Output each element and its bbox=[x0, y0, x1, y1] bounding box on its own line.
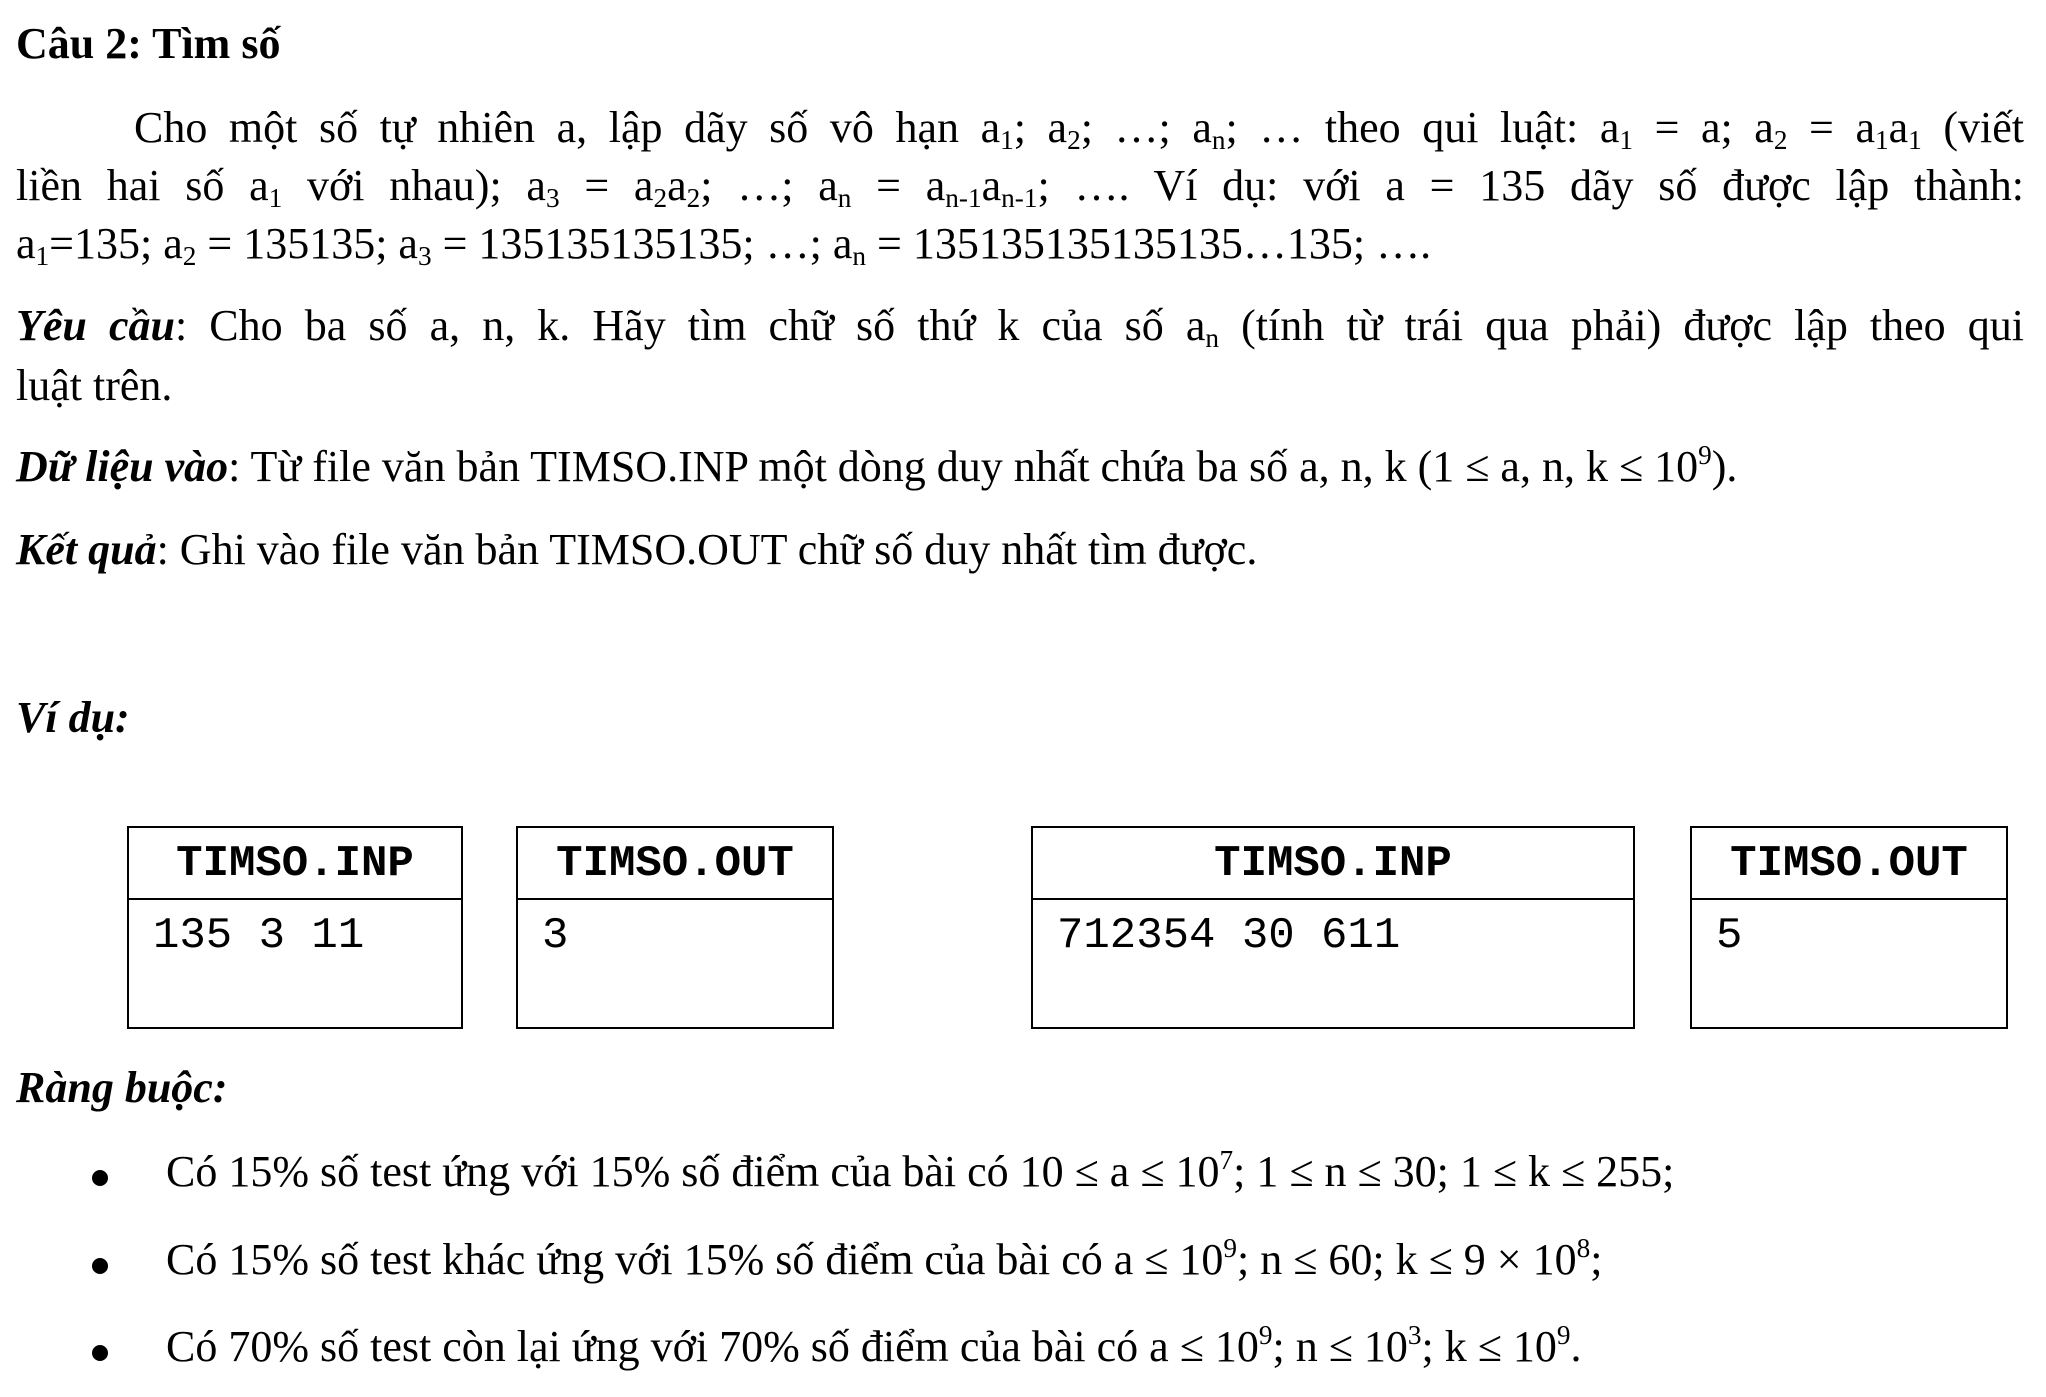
examples-label: Ví dụ: bbox=[16, 693, 130, 742]
input-label: Dữ liệu vào bbox=[16, 442, 229, 491]
example-1-output-box bbox=[516, 826, 834, 1029]
example-2-input-box bbox=[1031, 826, 1635, 1029]
bullet-2-icon bbox=[92, 1258, 108, 1274]
input-spec: Dữ liệu vào: Từ file văn bản TIMSO.INP một dòng duy nhất chứa ba số a, n, k (1 ≤ a, n, $k \le 10^9$). bbox=[16, 440, 1738, 491]
example-2-output-value: 5 bbox=[1716, 911, 1743, 961]
example-1-input-header: TIMSO.INP bbox=[129, 828, 461, 900]
example-2-input-value: 712354 30 611 bbox=[1057, 911, 1401, 961]
output-label: Kết quả bbox=[16, 525, 157, 574]
intro-line-2: liền hai số $a_1$ với nhau); $a_3 = a_2a_2$; …; $a_n = a_{n-1}a_{n-1}$; …. Ví dụ: với a = 135 dãy số được lập thành: bbox=[16, 161, 2024, 213]
example-1-output-header: TIMSO.OUT bbox=[518, 828, 832, 900]
bullet-3-icon bbox=[92, 1345, 108, 1361]
example-2-input-header: TIMSO.INP bbox=[1033, 828, 1633, 900]
example-1-input-box bbox=[127, 826, 463, 1029]
constraint-3: Có 70% số test còn lại ứng với 70% số điểm của bài có $a \le 10^9$; $n \le 10^3$; $k \le 10^9$. bbox=[166, 1320, 1582, 1371]
requirement-line-2: luật trên. bbox=[16, 361, 173, 410]
requirement-line-1: Yêu cầu: Cho ba số a, n, k. Hãy tìm chữ số thứ k của số $a_n$ (tính từ trái qua phải) được lập theo qui bbox=[16, 301, 2025, 353]
example-1-input-value: 135 3 11 bbox=[153, 911, 365, 961]
intro-line-1: Cho một số tự nhiên a, lập dãy số vô hạn $a_1$; $a_2$; …; $a_n$; … theo qui luật: $a_1 = a$; $a_2 = a_1a_1$ (viết bbox=[134, 103, 2024, 155]
output-spec: Kết quả: Ghi vào file văn bản TIMSO.OUT chữ số duy nhất tìm được. bbox=[16, 525, 1258, 574]
requirement-label: Yêu cầu bbox=[16, 301, 175, 350]
bullet-1-icon bbox=[92, 1170, 108, 1186]
problem-title: Câu 2: Tìm số bbox=[16, 19, 281, 68]
constraints-label: Ràng buộc: bbox=[16, 1063, 228, 1112]
example-2-output-header: TIMSO.OUT bbox=[1692, 828, 2006, 900]
constraint-2: Có 15% số test khác ứng với 15% số điểm của bài có $a \le 10^9$; n ≤ 60; $k \le 9 \times 10^8$; bbox=[166, 1233, 1603, 1284]
example-2-output-box bbox=[1690, 826, 2008, 1029]
constraint-1: Có 15% số test ứng với 15% số điểm của bài có $10 \le a \le 10^7$; 1 ≤ n ≤ 30; 1 ≤ k ≤ 255; bbox=[166, 1145, 1675, 1196]
example-1-output-value: 3 bbox=[542, 911, 569, 961]
intro-line-3: $a_1=135$; $a_2 = 135135$; $a_3 = 135135135135$; …; $a_n$ = 135135135135135…135; …. bbox=[16, 219, 1432, 271]
